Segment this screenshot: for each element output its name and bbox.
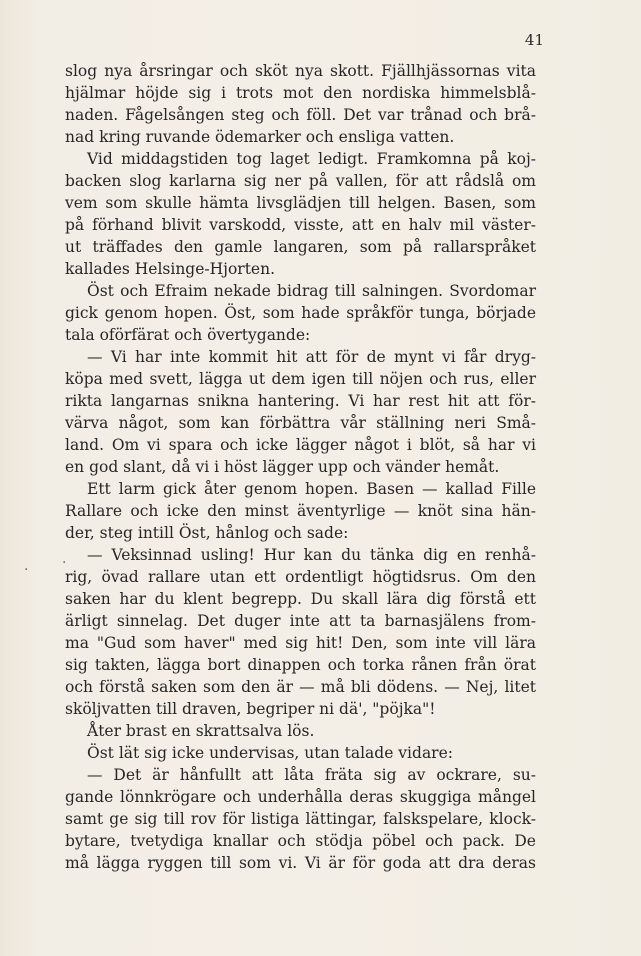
text-line: på förhand blivit varskodd, visste, att en halv mil väster- xyxy=(65,216,536,234)
text-line: slog nya årsringar och sköt nya skott. Fjällhjässornas vita xyxy=(65,62,536,80)
text-line: kallades Helsinge-Hjorten. xyxy=(65,260,276,278)
text-line: naden. Fågelsången steg och föll. Det var trånad och brå- xyxy=(65,106,536,124)
text-line: bytare, tvetydiga knallar och stödja pöbel och pack. De xyxy=(65,832,536,850)
text-line: backen slog karlarna sig ner på vallen, för att rådslå om xyxy=(65,172,536,190)
text-line: nad kring ruvande ödemarker och ensliga vatten. xyxy=(65,128,455,146)
margin-speck: · xyxy=(24,562,29,578)
text-line: värva något, som kan förbättra vår ställning neri Små- xyxy=(65,414,536,432)
text-line: hjälmar höjde sig i trots mot den nordiska himmelsblå- xyxy=(65,84,536,102)
text-line: saken har du klent begrepp. Du skall lära dig förstå ett xyxy=(65,590,536,608)
text-line: gick genom hopen. Öst, som hade språkför tunga, började xyxy=(65,304,536,322)
text-line: må lägga ryggen till som vi. Vi är för goda att dra deras xyxy=(65,854,536,872)
text-line: och förstå saken som den är — må bli dödens. — Nej, litet xyxy=(65,678,536,696)
text-line: tala oförfärat och övertygande: xyxy=(65,326,311,344)
text-line: — Veksinnad usling! Hur kan du tänka dig en renhå- xyxy=(87,546,536,564)
text-line: en god slant, då vi i höst lägger upp och vänder hemåt. xyxy=(65,458,500,476)
text-line: der, steg intill Öst, hånlog och sade: xyxy=(65,524,349,542)
text-line: Öst och Efraim nekade bidrag till salningen. Svordomar xyxy=(87,282,536,300)
margin-speck: · xyxy=(62,555,67,571)
text-line: ma "Gud som haver" med sig hit! Den, som inte vill lära xyxy=(65,634,536,652)
text-line: Öst lät sig icke undervisas, utan talade vidare: xyxy=(87,744,453,762)
text-line: rikta langarnas snikna hantering. Vi har rest hit att för- xyxy=(65,392,536,410)
text-line: samt ge sig till rov för listiga lättingar, falskspelare, klock- xyxy=(65,810,536,828)
text-line: rig, övad rallare utan ett ordentligt högtidsrus. Om den xyxy=(65,568,536,586)
body-text xyxy=(65,60,536,874)
text-line: Åter brast en skrattsalva lös. xyxy=(87,722,315,740)
text-line: vem som skulle hämta livsglädjen till helgen. Basen, som xyxy=(65,194,536,212)
page-number: 41 xyxy=(524,31,544,49)
text-line: Vid middagstiden tog laget ledigt. Framkomna på koj- xyxy=(87,150,536,168)
text-line: Ett larm gick åter genom hopen. Basen — kallad Fille xyxy=(87,480,536,498)
text-line: land. Om vi spara och icke lägger något i blöt, så har vi xyxy=(65,436,536,454)
text-line: köpa med svett, lägga ut dem igen till nöjen och rus, eller xyxy=(65,370,536,388)
text-line: sig takten, lägga bort dinappen och torka rånen från örat xyxy=(65,656,536,674)
text-line: gande lönnkrögare och underhålla deras skuggiga mångel xyxy=(65,788,536,806)
text-line: — Vi har inte kommit hit att för de mynt vi får dryg- xyxy=(87,348,536,366)
text-line: sköljvatten till draven, begriper ni dä', "pöjka"! xyxy=(65,700,436,718)
text-line: — Det är hånfullt att låta fräta sig av ockrare, su- xyxy=(87,766,536,784)
text-line: ärligt sinnelag. Det duger inte att ta barnasjälens from- xyxy=(65,612,536,630)
text-line: ut träffades den gamle langaren, som på rallarspråket xyxy=(65,238,536,256)
text-line: Rallare och icke den minst äventyrlige — knöt sina hän- xyxy=(65,502,536,520)
